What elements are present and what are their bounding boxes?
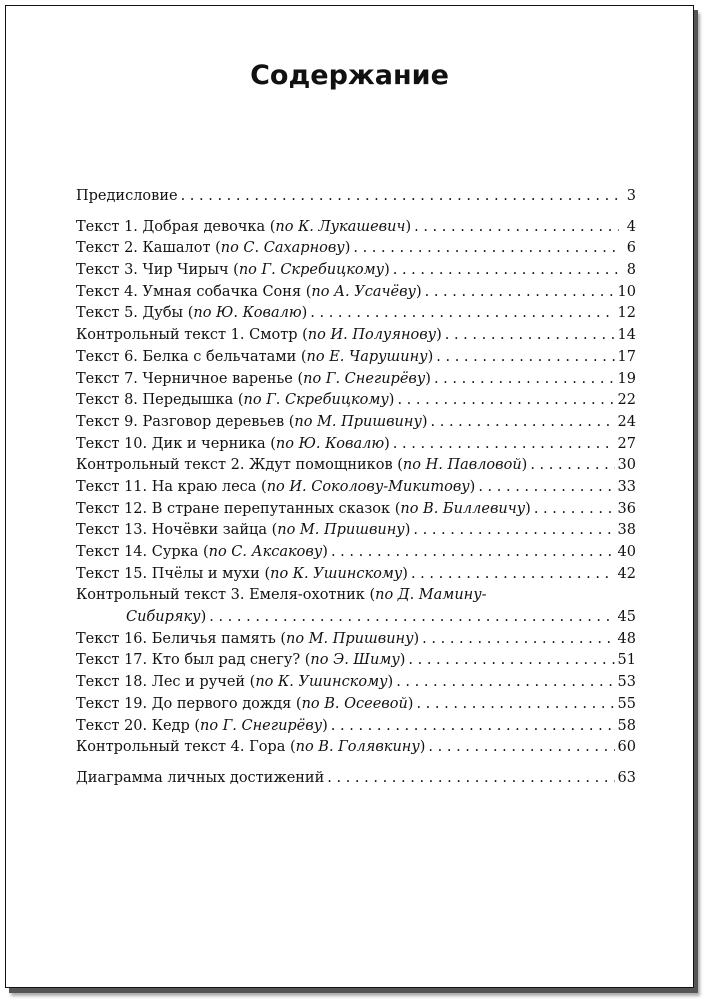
toc-entry [76, 650, 636, 672]
toc-entry-title-text: Текст 7. Черничное варенье ( [76, 370, 304, 387]
toc-page-number: 63 [617, 769, 636, 786]
dot-leader [436, 347, 614, 369]
toc-entry-title [76, 585, 487, 607]
toc-page-number: 4 [626, 218, 636, 235]
toc-entry-title-text: Контрольный текст 2. Ждут помощников ( [76, 457, 403, 474]
toc-entry-title-text: Текст 13. Ночёвки зайца ( [76, 522, 278, 539]
toc-entry-title-text: Контрольный текст 4. Гора ( [76, 739, 296, 756]
toc-entry-title [76, 434, 390, 456]
toc-entry-author: по И. Соколову-Микитову [266, 478, 470, 495]
toc-entry [76, 499, 636, 521]
toc-entry-author: по А. Усачёву [311, 283, 416, 300]
toc-page-number: 33 [617, 478, 636, 495]
toc-entry-title-suffix: ) [344, 240, 351, 257]
page-title: Содержание [250, 60, 449, 91]
toc-entry-title [76, 694, 413, 716]
toc-entry-title-suffix: ) [301, 305, 308, 322]
dot-leader [397, 390, 614, 412]
toc-entry-title-suffix: ) [421, 413, 428, 430]
toc-entry [76, 217, 636, 239]
toc-page-number: 55 [617, 695, 636, 712]
dot-leader [445, 325, 615, 347]
toc-entry-title-suffix: ) [407, 695, 414, 712]
toc-entry-author: по М. Пришвину [294, 413, 422, 430]
toc-entry-title [76, 629, 419, 651]
toc-page-number: 17 [617, 348, 636, 365]
toc-entry-author: по В. Голявкину [295, 739, 420, 756]
toc-entry-title-suffix: ) [469, 478, 476, 495]
toc-entry-title [76, 455, 527, 477]
toc-entry-title [76, 520, 410, 542]
toc-entry [76, 520, 636, 542]
toc-entry-title-suffix: ) [404, 522, 411, 539]
toc-page-number: 42 [617, 565, 636, 582]
toc-entry-title-text: Текст 19. До первого дождя ( [76, 695, 302, 712]
dot-leader [331, 542, 615, 564]
toc-entry-author: по Е. Чарушину [306, 348, 428, 365]
toc-page-number: 6 [626, 240, 636, 257]
toc-entry-author: по Э. Шиму [310, 652, 400, 669]
toc-entry-author: по Г. Снегирёву [200, 717, 323, 734]
toc-entry-title [76, 217, 411, 239]
toc-page-number: 30 [617, 457, 636, 474]
toc-entry-title-suffix: ) [388, 392, 395, 409]
toc-entry-title-suffix: ) [384, 262, 390, 279]
toc-page-number: 22 [617, 392, 636, 409]
dot-leader [431, 412, 615, 434]
toc-entry-title-text: Текст 3. Чир Чирыч ( [76, 262, 239, 279]
toc-entry-title [76, 672, 393, 694]
toc-entry-title-suffix: ) [427, 348, 434, 365]
toc-entry-title-text: Диаграмма личных достижений [76, 769, 325, 786]
toc-entry-title [126, 607, 206, 629]
toc-entry-author: по М. Пришвину [277, 522, 405, 539]
toc-entry-author: по К. Ушинскому [255, 674, 388, 691]
toc-entry [76, 390, 636, 412]
toc-entry-title-text: Текст 4. Умная собачка Соня ( [76, 283, 312, 300]
toc-entry-title [76, 260, 390, 282]
toc-page-number: 58 [617, 717, 636, 734]
toc-entry-title-suffix: ) [322, 717, 328, 734]
toc-entry-title [76, 737, 425, 759]
toc-entry-title-text: Текст 16. Беличья память ( [76, 630, 287, 647]
toc-entry-title-suffix: ) [419, 739, 426, 756]
table-of-contents [76, 186, 636, 790]
dot-leader [422, 629, 614, 651]
toc-entry-title-text: Текст 18. Лес и ручей ( [76, 674, 256, 691]
toc-entry-title [76, 186, 178, 208]
dot-leader [414, 217, 619, 239]
toc-entry-title-suffix: ) [399, 652, 406, 669]
toc-entry [76, 629, 636, 651]
toc-page-number: 8 [626, 262, 636, 279]
dot-leader [428, 737, 614, 759]
toc-entry [76, 325, 636, 347]
toc-entry-title-text: Предисловие [76, 188, 178, 204]
toc-entry-author: по К. Лукашевич [275, 218, 406, 235]
toc-entry-author: по Ю. Ковалю [193, 305, 302, 322]
toc-page-number: 19 [617, 370, 636, 387]
toc-entry-title-text: Текст 15. Пчёлы и мухи ( [76, 565, 271, 582]
toc-entry-author: по И. Полуянову [307, 327, 437, 344]
toc-entry-title-text: Текст 11. На краю леса ( [76, 478, 267, 495]
dot-leader [393, 260, 619, 282]
dot-leader [310, 303, 614, 325]
toc-entry [76, 260, 636, 282]
toc-entry-title [76, 369, 431, 391]
toc-entry-title-text: Текст 10. Дик и черника ( [76, 435, 276, 452]
dot-leader [425, 282, 615, 304]
toc-entry-title-text: Контрольный текст 3. Емеля-охотник ( [76, 587, 376, 604]
toc-entry-title-text: Текст 14. Сурка ( [76, 544, 209, 560]
toc-entry-title [76, 716, 328, 738]
toc-entry [76, 672, 636, 694]
toc-entry-title [76, 282, 422, 304]
toc-entry-title [76, 477, 475, 499]
toc-entry-title [76, 768, 324, 790]
toc-entry-title [76, 650, 405, 672]
dot-leader [434, 369, 615, 391]
toc-entry [76, 585, 636, 607]
toc-entry [76, 607, 636, 629]
dot-leader [353, 238, 619, 260]
dot-leader [331, 716, 615, 738]
toc-entry-title [76, 238, 350, 260]
toc-entry-title-suffix: ) [413, 630, 420, 647]
toc-entry-author: по К. Ушинскому [270, 565, 403, 582]
toc-entry-title-text: Текст 20. Кедр ( [76, 717, 201, 734]
toc-page-number: 53 [617, 674, 636, 691]
toc-entry-title-text: Текст 2. Кашалот ( [76, 240, 221, 257]
toc-entry-title [76, 564, 408, 586]
toc-entry-title [76, 412, 428, 434]
toc-entry-title-suffix: ) [405, 218, 412, 235]
toc-entry-author: по Г. Снегирёву [303, 370, 426, 387]
document-page [5, 5, 694, 988]
toc-entry [76, 282, 636, 304]
toc-entry-title-suffix: ) [384, 435, 390, 452]
toc-entry-author: по В. Биллевичу [400, 500, 526, 517]
dot-leader [327, 768, 614, 790]
toc-entry-author: по Д. Мамину- [375, 587, 487, 604]
toc-entry [76, 694, 636, 716]
toc-entry-author: по С. Аксакову [208, 544, 323, 560]
toc-entry [76, 564, 636, 586]
dot-leader [411, 564, 615, 586]
toc-entry-title-text: Контрольный текст 1. Смотр ( [76, 327, 308, 344]
toc-entry [76, 455, 636, 477]
toc-entry [76, 369, 636, 391]
toc-entry [76, 434, 636, 456]
toc-entry [76, 477, 636, 499]
toc-page-number: 45 [617, 609, 636, 626]
dot-leader [530, 455, 614, 477]
dot-leader [393, 434, 615, 456]
toc-page-number: 36 [617, 500, 636, 517]
toc-entry-author: по М. Пришвину [286, 630, 414, 647]
toc-page-number: 24 [617, 413, 636, 430]
toc-entry-title-suffix: ) [322, 544, 328, 560]
dot-leader [181, 186, 619, 208]
toc-entry-title [76, 390, 394, 412]
dot-leader [534, 499, 615, 521]
toc-entry-title-text: Текст 6. Белка с бельчатами ( [76, 348, 307, 365]
dot-leader [396, 672, 614, 694]
toc-entry-title [76, 499, 531, 521]
toc-page-number: 12 [617, 305, 636, 322]
toc-page-number: 40 [617, 544, 636, 560]
toc-entry [76, 412, 636, 434]
toc-entry-author: по Г. Скребицкому [243, 392, 389, 409]
toc-page-number: 14 [617, 327, 636, 344]
toc-page-number: 27 [617, 435, 636, 452]
toc-entry-author: по Ю. Ковалю [275, 435, 385, 452]
toc-page-number: 3 [626, 188, 636, 204]
toc-entry-title [76, 325, 442, 347]
toc-entry-title-text: Текст 9. Разговор деревьев ( [76, 413, 295, 430]
dot-leader [413, 520, 614, 542]
toc-entry-author: по С. Сахарнову [220, 240, 345, 257]
dot-leader [478, 477, 614, 499]
toc-entry-title-text: Текст 8. Передышка ( [76, 392, 244, 409]
toc-entry [76, 303, 636, 325]
dot-leader [408, 650, 614, 672]
toc-entry [76, 347, 636, 369]
dot-leader [416, 694, 614, 716]
toc-page-number: 48 [617, 630, 636, 647]
toc-entry-title-text: Текст 5. Дубы ( [76, 305, 194, 322]
toc-entry-title-suffix: ) [525, 500, 531, 517]
toc-entry-author: по Н. Павловой [402, 457, 522, 474]
toc-entry-title-text: Текст 17. Кто был рад снегу? ( [76, 652, 311, 669]
toc-entry [76, 768, 636, 790]
toc-entry-title-suffix: ) [402, 565, 408, 582]
toc-page-number: 60 [617, 739, 636, 756]
toc-entry-author: по В. Осеевой [301, 695, 408, 712]
toc-entry-title-text: Текст 1. Добрая девочка ( [76, 218, 276, 235]
toc-entry-author: Сибиряку [126, 609, 201, 626]
toc-entry-title-suffix: ) [415, 283, 422, 300]
toc-entry [76, 542, 636, 564]
toc-entry [76, 186, 636, 208]
toc-entry-title-suffix: ) [521, 457, 528, 474]
toc-entry [76, 238, 636, 260]
toc-entry-title-text: Текст 12. В стране перепутанных сказок ( [76, 500, 401, 517]
toc-entry-title-suffix: ) [425, 370, 431, 387]
toc-entry-title-suffix: ) [387, 674, 394, 691]
dot-leader [209, 607, 614, 629]
toc-entry [76, 737, 636, 759]
toc-entry-title [76, 347, 433, 369]
toc-entry-author: по Г. Скребицкому [238, 262, 385, 279]
toc-entry-title [76, 303, 307, 325]
toc-page-number: 51 [617, 652, 636, 669]
toc-entry-title [76, 542, 328, 564]
toc-page-number: 10 [617, 283, 636, 300]
toc-entry-title-suffix: ) [200, 609, 207, 626]
toc-page-number: 38 [617, 522, 636, 539]
toc-entry-title-suffix: ) [436, 327, 442, 344]
toc-entry [76, 716, 636, 738]
